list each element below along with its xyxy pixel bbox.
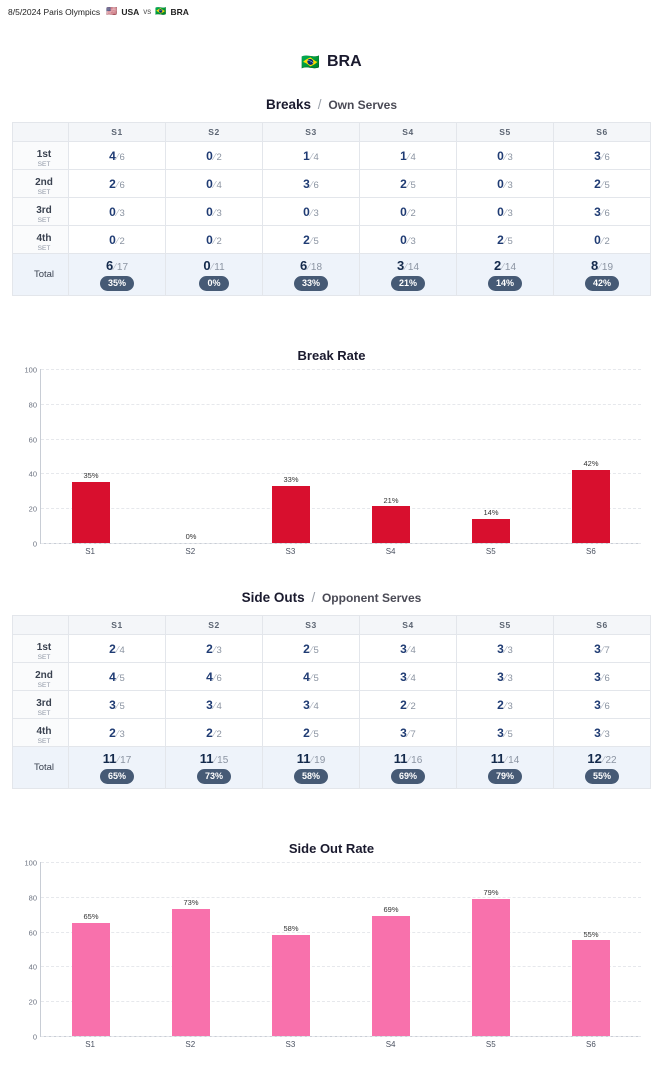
breaks-cell: 0⁄3 — [457, 170, 554, 198]
side-outs-cell: 3⁄3 — [457, 635, 554, 663]
side-outs-total-cell: 11⁄16 69% — [360, 747, 457, 789]
side-outs-cell: 3⁄4 — [360, 635, 457, 663]
title-slash: / — [311, 590, 316, 605]
row-ordinal: 3rd — [36, 697, 52, 709]
status-badge: 21% — [391, 276, 425, 291]
breaks-row-label-2 — [13, 170, 69, 198]
bar-value-label: 73% — [183, 898, 199, 908]
breaks-total-cell: 3⁄14 21% — [360, 254, 457, 296]
status-badge: 55% — [585, 769, 619, 784]
x-tick: S6 — [586, 1040, 596, 1049]
bar-value-label: 58% — [283, 924, 299, 934]
status-badge: 42% — [585, 276, 619, 291]
y-tick: 20 — [28, 504, 37, 514]
bar-slot-s1 — [41, 862, 141, 1036]
bar-slot-s2 — [141, 369, 241, 543]
breaks-total-label: Total — [13, 254, 69, 296]
side-outs-row-label-2 — [13, 663, 69, 691]
breaks-cell: 0⁄3 — [457, 198, 554, 226]
bar-value-label: 21% — [383, 495, 399, 505]
side-outs-title-text: Side Outs — [241, 590, 305, 605]
breaks-total-cell: 6⁄18 33% — [263, 254, 360, 296]
breaks-title-text: Breaks — [265, 97, 312, 112]
y-tick: 60 — [28, 435, 37, 445]
breaks-cell: 3⁄6 — [554, 142, 651, 170]
x-tick: S2 — [185, 547, 196, 556]
breaks-cell: 3⁄6 — [554, 198, 651, 226]
row-set-label: SET — [37, 681, 51, 689]
bar-s1 — [72, 923, 110, 1036]
match-date-event: 8/5/2024 Paris Olympics — [8, 6, 101, 17]
side-outs-col-s3: S3 — [263, 616, 360, 635]
breaks-row-label-3 — [13, 198, 69, 226]
side-outs-cell: 3⁄4 — [166, 691, 263, 719]
breaks-cell: 3⁄6 — [263, 170, 360, 198]
bar-s4 — [372, 506, 410, 543]
break-rate-chart — [0, 348, 663, 556]
bar-slot-s1 — [41, 369, 141, 543]
bar-slot-s3 — [241, 369, 341, 543]
side-out-rate-x-axis — [40, 1040, 641, 1049]
y-tick: 60 — [28, 928, 37, 938]
bar-value-label: 0% — [185, 532, 197, 542]
breaks-cell: 0⁄2 — [166, 226, 263, 254]
side-outs-cell: 3⁄6 — [554, 691, 651, 719]
breaks-cell: 0⁄4 — [166, 170, 263, 198]
y-tick: 100 — [24, 858, 37, 868]
status-badge: 14% — [488, 276, 522, 291]
breaks-total-cell: 2⁄14 14% — [457, 254, 554, 296]
row-ordinal: 1st — [36, 641, 52, 653]
side-outs-col-s4: S4 — [360, 616, 457, 635]
breaks-cell: 0⁄2 — [554, 226, 651, 254]
match-header-bar — [0, 0, 663, 21]
side-outs-cell: 2⁄2 — [166, 719, 263, 747]
row-set-label: SET — [37, 709, 51, 717]
bar-value-label: 35% — [83, 471, 99, 481]
side-outs-col-s2: S2 — [166, 616, 263, 635]
row-set-label: SET — [37, 160, 51, 168]
bar-value-label: 69% — [383, 905, 399, 915]
table-row — [13, 170, 651, 198]
x-tick: S5 — [485, 1040, 496, 1049]
breaks-table-wrap — [0, 122, 663, 296]
breaks-cell: 0⁄3 — [457, 142, 554, 170]
side-outs-cell: 2⁄3 — [457, 691, 554, 719]
bar-s4 — [372, 916, 410, 1036]
y-tick: 20 — [28, 997, 37, 1007]
y-tick: 40 — [28, 962, 37, 972]
side-outs-row-label-4 — [13, 719, 69, 747]
side-outs-cell: 4⁄5 — [263, 663, 360, 691]
status-badge: 65% — [100, 769, 134, 784]
breaks-row-label-1 — [13, 142, 69, 170]
y-tick: 80 — [28, 400, 37, 410]
side-outs-table-wrap — [0, 615, 663, 789]
side-outs-cell: 3⁄3 — [554, 719, 651, 747]
breaks-cell: 0⁄3 — [166, 198, 263, 226]
side-outs-cell: 3⁄6 — [554, 663, 651, 691]
breaks-cell: 2⁄5 — [263, 226, 360, 254]
row-ordinal: 2nd — [35, 176, 53, 188]
side-out-rate-plot-area — [24, 858, 641, 1042]
bar-s6 — [572, 470, 610, 543]
y-tick: 100 — [24, 365, 37, 375]
side-outs-total-cell: 11⁄14 79% — [457, 747, 554, 789]
side-outs-col-s5: S5 — [457, 616, 554, 635]
breaks-cell: 4⁄6 — [69, 142, 166, 170]
table-row — [13, 663, 651, 691]
breaks-section-title — [0, 97, 663, 112]
team-a-label: USA — [121, 6, 140, 17]
side-outs-cell: 2⁄3 — [69, 719, 166, 747]
breaks-cell: 2⁄5 — [360, 170, 457, 198]
row-set-label: SET — [37, 737, 51, 745]
status-badge: 73% — [197, 769, 231, 784]
breaks-col-s6: S6 — [554, 123, 651, 142]
break-rate-bars — [41, 369, 641, 543]
side-outs-corner-cell — [13, 616, 69, 635]
bar-s3 — [272, 486, 310, 543]
breaks-corner-cell — [13, 123, 69, 142]
bar-s2 — [172, 909, 210, 1036]
row-set-label: SET — [37, 244, 51, 252]
status-badge: 33% — [294, 276, 328, 291]
bar-s1 — [72, 482, 110, 543]
table-row — [13, 719, 651, 747]
side-outs-cell: 3⁄7 — [360, 719, 457, 747]
side-outs-total-label: Total — [13, 747, 69, 789]
page-title — [0, 53, 663, 71]
bar-value-label: 42% — [583, 459, 599, 469]
breaks-row-label-4 — [13, 226, 69, 254]
brazil-flag-icon: 🇧🇷 — [301, 54, 320, 71]
row-ordinal: 4th — [36, 725, 52, 737]
table-row — [13, 142, 651, 170]
status-badge: 35% — [100, 276, 134, 291]
bar-slot-s4 — [341, 862, 441, 1036]
breaks-col-s5: S5 — [457, 123, 554, 142]
breaks-col-s4: S4 — [360, 123, 457, 142]
breaks-table-body — [13, 142, 651, 296]
status-badge: 58% — [294, 769, 328, 784]
bra-flag-icon: 🇧🇷 — [155, 6, 167, 16]
breaks-subtitle-text: Own Serves — [328, 98, 398, 112]
break-rate-x-axis — [40, 547, 641, 556]
breaks-total-cell: 6⁄17 35% — [69, 254, 166, 296]
side-outs-col-s6: S6 — [554, 616, 651, 635]
side-outs-cell: 2⁄5 — [263, 635, 360, 663]
side-out-rate-chart-title: Side Out Rate — [288, 841, 375, 856]
side-outs-cell: 4⁄6 — [166, 663, 263, 691]
bar-value-label: 33% — [283, 474, 299, 484]
side-outs-table-body — [13, 635, 651, 789]
side-outs-cell: 2⁄4 — [69, 635, 166, 663]
breaks-total-cell: 0⁄11 0% — [166, 254, 263, 296]
side-outs-total-cell: 11⁄19 58% — [263, 747, 360, 789]
x-tick: S3 — [285, 547, 296, 556]
x-tick: S2 — [185, 1040, 196, 1049]
side-outs-cell: 2⁄5 — [263, 719, 360, 747]
row-ordinal: 2nd — [35, 669, 53, 681]
side-outs-row-label-1 — [13, 635, 69, 663]
side-outs-row-label-3 — [13, 691, 69, 719]
table-row — [13, 691, 651, 719]
side-outs-cell: 3⁄5 — [457, 719, 554, 747]
y-tick: 40 — [28, 469, 37, 479]
bar-s5 — [472, 899, 510, 1036]
breaks-cell: 1⁄4 — [263, 142, 360, 170]
bar-value-label: 79% — [483, 887, 499, 897]
breaks-cell: 0⁄2 — [69, 226, 166, 254]
bar-slot-s5 — [441, 862, 541, 1036]
breaks-cell: 2⁄5 — [457, 226, 554, 254]
x-tick: S1 — [85, 1040, 95, 1049]
side-outs-cell: 3⁄5 — [69, 691, 166, 719]
table-row — [13, 635, 651, 663]
row-ordinal: 1st — [36, 148, 52, 160]
side-outs-cell: 2⁄3 — [166, 635, 263, 663]
x-tick: S1 — [85, 547, 95, 556]
x-tick: S5 — [485, 547, 496, 556]
side-outs-section-title — [0, 590, 663, 605]
bar-slot-s5 — [441, 369, 541, 543]
row-set-label: SET — [37, 216, 51, 224]
breaks-cell: 0⁄2 — [166, 142, 263, 170]
x-tick: S4 — [385, 547, 396, 556]
break-rate-chart-title: Break Rate — [297, 348, 366, 363]
bar-s3 — [272, 935, 310, 1036]
bar-slot-s6 — [541, 369, 641, 543]
side-outs-cell: 3⁄3 — [457, 663, 554, 691]
table-header-row — [13, 123, 651, 142]
status-badge: 69% — [391, 769, 425, 784]
side-outs-total-cell: 12⁄22 55% — [554, 747, 651, 789]
breaks-col-s1: S1 — [69, 123, 166, 142]
breaks-col-s3: S3 — [263, 123, 360, 142]
break-rate-plot-area — [24, 365, 641, 549]
y-tick: 0 — [32, 539, 37, 549]
bar-slot-s3 — [241, 862, 341, 1036]
x-tick: S6 — [586, 547, 596, 556]
match-teams — [106, 6, 189, 17]
side-outs-subtitle-text: Opponent Serves — [321, 591, 422, 605]
table-row — [13, 226, 651, 254]
side-outs-total-row — [13, 747, 651, 789]
side-outs-total-cell: 11⁄17 65% — [69, 747, 166, 789]
side-outs-cell: 2⁄2 — [360, 691, 457, 719]
team-b-label: BRA — [170, 6, 189, 17]
side-outs-table — [12, 615, 651, 789]
breaks-total-cell: 8⁄19 42% — [554, 254, 651, 296]
table-header-row — [13, 616, 651, 635]
bar-slot-s2 — [141, 862, 241, 1036]
row-ordinal: 4th — [36, 232, 52, 244]
bar-value-label: 65% — [83, 912, 99, 922]
breaks-cell: 0⁄2 — [360, 198, 457, 226]
row-ordinal: 3rd — [36, 204, 52, 216]
versus-label: vs — [143, 7, 152, 16]
breaks-cell: 0⁄3 — [263, 198, 360, 226]
breaks-cell: 0⁄3 — [69, 198, 166, 226]
side-outs-cell: 3⁄7 — [554, 635, 651, 663]
bar-value-label: 55% — [583, 929, 599, 939]
breaks-table — [12, 122, 651, 296]
breaks-cell: 2⁄6 — [69, 170, 166, 198]
usa-flag-icon: 🇺🇸 — [106, 6, 118, 16]
side-outs-cell: 4⁄5 — [69, 663, 166, 691]
bar-s6 — [572, 940, 610, 1036]
breaks-col-s2: S2 — [166, 123, 263, 142]
row-set-label: SET — [37, 653, 51, 661]
x-tick: S3 — [285, 1040, 296, 1049]
bar-s5 — [472, 519, 510, 543]
y-tick: 80 — [28, 893, 37, 903]
status-badge: 79% — [488, 769, 522, 784]
side-out-rate-chart — [0, 841, 663, 1049]
breaks-cell: 1⁄4 — [360, 142, 457, 170]
y-tick: 0 — [32, 1032, 37, 1042]
x-tick: S4 — [385, 1040, 396, 1049]
team-name: BRA — [327, 53, 362, 70]
row-set-label: SET — [37, 188, 51, 196]
table-row — [13, 198, 651, 226]
side-outs-cell: 3⁄4 — [263, 691, 360, 719]
status-badge: 0% — [199, 276, 228, 291]
title-slash: / — [317, 97, 322, 112]
breaks-total-row — [13, 254, 651, 296]
side-outs-total-cell: 11⁄15 73% — [166, 747, 263, 789]
bar-value-label: 14% — [483, 507, 499, 517]
side-outs-cell: 3⁄4 — [360, 663, 457, 691]
bar-slot-s6 — [541, 862, 641, 1036]
side-outs-col-s1: S1 — [69, 616, 166, 635]
bar-slot-s4 — [341, 369, 441, 543]
breaks-cell: 2⁄5 — [554, 170, 651, 198]
side-out-rate-bars — [41, 862, 641, 1036]
breaks-cell: 0⁄3 — [360, 226, 457, 254]
